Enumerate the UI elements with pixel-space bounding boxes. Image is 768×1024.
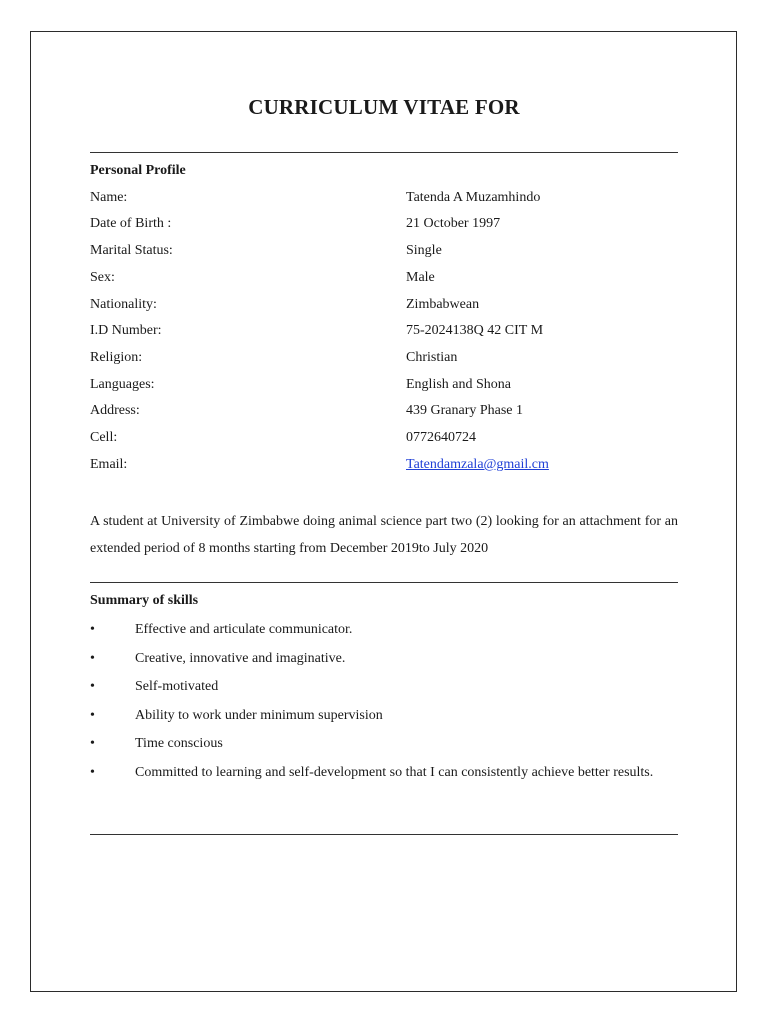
intro-paragraph: A student at University of Zimbabwe doing animal science part two (2) looking for an attachment for an extended period of 8 months starting from December 2019to July 2020 (90, 514, 678, 556)
skill-item (90, 616, 678, 643)
bullet-icon: • (90, 765, 95, 780)
skill-item (90, 730, 678, 757)
bullet-icon: • (90, 651, 95, 666)
profile-row-address (90, 403, 678, 425)
profile-row-date-of-birth (90, 216, 678, 238)
profile-label: Name: (90, 190, 128, 205)
document-title: CURRICULUM VITAE FOR (248, 95, 520, 119)
profile-row-id-number (90, 323, 678, 345)
profile-row-sex (90, 270, 678, 292)
profile-value: 439 Granary Phase 1 (406, 403, 524, 418)
skill-item (90, 673, 678, 700)
profile-row-name (90, 190, 678, 212)
bullet-icon: • (90, 708, 95, 723)
section-divider-top (90, 152, 678, 153)
profile-value: Male (406, 270, 435, 285)
skill-item (90, 759, 678, 786)
profile-value: English and Shona (406, 377, 511, 392)
skill-text: Ability to work under minimum supervision (135, 708, 383, 723)
bullet-icon: • (90, 736, 95, 751)
profile-label: Address: (90, 403, 140, 418)
profile-label: Religion: (90, 350, 143, 365)
profile-value: 75-2024138Q 42 CIT M (406, 323, 544, 338)
skill-text: Self-motivated (135, 679, 219, 694)
profile-value: Single (406, 243, 442, 258)
profile-value: 21 October 1997 (406, 216, 501, 231)
profile-label: Languages: (90, 377, 155, 392)
profile-label: Email: (90, 457, 128, 472)
personal-profile-heading: Personal Profile (90, 163, 186, 178)
profile-value: 0772640724 (406, 430, 476, 445)
profile-label: Date of Birth : (90, 216, 172, 231)
profile-value: Christian (406, 350, 458, 365)
profile-row-cell (90, 430, 678, 452)
skill-item (90, 645, 678, 672)
skill-text: Committed to learning and self-development so that I can consistently achieve better results. (135, 765, 654, 780)
profile-label: I.D Number: (90, 323, 162, 338)
skill-text: Effective and articulate communicator. (135, 622, 353, 637)
profile-row-email (90, 457, 678, 479)
bullet-icon: • (90, 679, 95, 694)
profile-row-nationality (90, 297, 678, 319)
email-link[interactable]: Tatendamzala@gmail.cm (406, 457, 549, 472)
skills-heading: Summary of skills (90, 593, 199, 608)
skill-text: Creative, innovative and imaginative. (135, 651, 346, 666)
profile-label: Sex: (90, 270, 115, 285)
skill-text: Time conscious (135, 736, 223, 751)
section-divider-skills (90, 582, 678, 583)
section-divider-bottom (90, 834, 678, 835)
profile-label: Marital Status: (90, 243, 173, 258)
bullet-icon: • (90, 622, 95, 637)
profile-label: Nationality: (90, 297, 157, 312)
profile-label: Cell: (90, 430, 118, 445)
profile-value: Tatenda A Muzamhindo (406, 190, 541, 205)
skill-item (90, 702, 678, 729)
profile-row-marital-status (90, 243, 678, 265)
profile-row-languages (90, 377, 678, 399)
profile-value: Zimbabwean (406, 297, 480, 312)
profile-row-religion (90, 350, 678, 372)
